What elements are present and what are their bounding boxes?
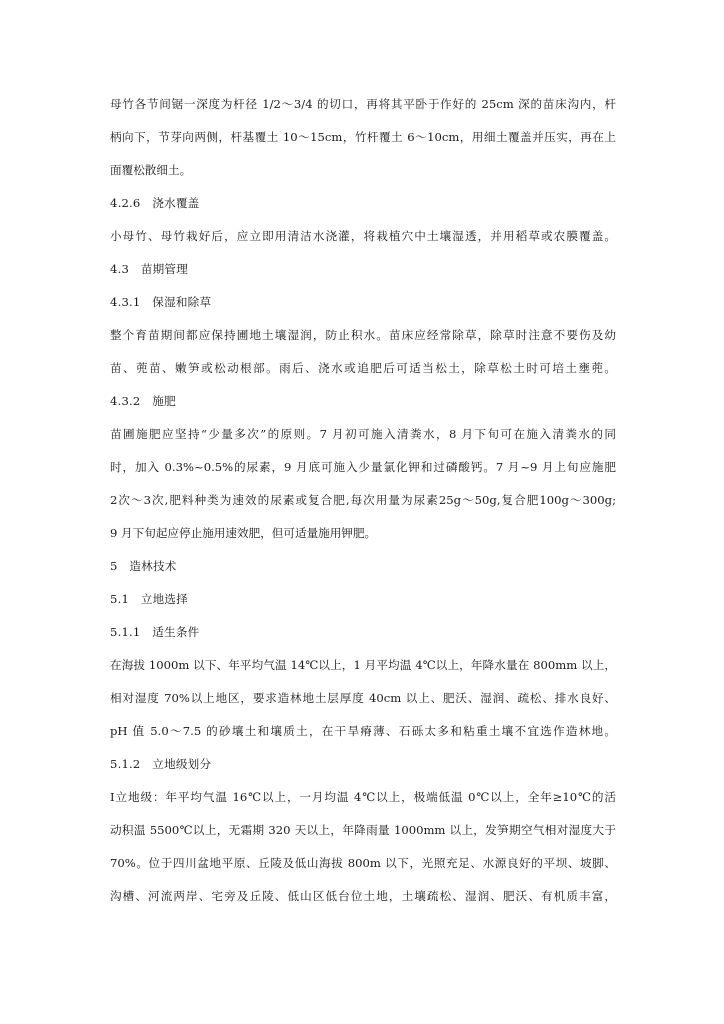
body-text-line: 整个育苗期间都应保持圃地土壤湿润，防止积水。苗床应经常除草，除草时注意不要伤及幼 [110,328,616,342]
body-text-line: 小母竹、母竹栽好后，应立即用清洁水浇灌，将栽植穴中土壤湿透，并用稻草或农膜覆盖。 [110,229,616,243]
body-text-line: 沟槽、河流两岸、宅旁及丘陵、低山区低台位土地，土壤疏松、湿润、肥沃、有机质丰富， [110,889,616,903]
body-text-line: 动积温 5500℃以上，无霜期 320 天以上，年降雨量 1000mm 以上，发笋期空气相对湿度大于 [110,823,616,837]
section-heading: 5.1.2 立地级划分 [110,757,212,771]
section-heading: 4.3.2 施肥 [110,394,176,408]
section-heading: 5 造林技术 [110,559,177,573]
body-text-line: 相对湿度 70%以上地区，要求造林地土层厚度 40cm 以上、肥沃、湿润、疏松、排水良好、 [110,691,616,705]
section-heading: 4.3.1 保湿和除草 [110,295,212,309]
body-text-line: 柄向下，节芽向两侧，杆基覆土 10～15cm，竹杆覆土 6～10cm，用细土覆盖并压实，再在上 [110,130,616,144]
section-heading: 4.3 苗期管理 [110,262,189,276]
body-text-line: Ⅰ立地级：年平均气温 16℃以上，一月均温 4℃以上，极端低温 0℃以上，全年≥10℃的活 [110,790,616,804]
section-heading: 5.1.1 适生条件 [110,625,200,639]
body-text-line: 2次～3次,肥料种类为速效的尿素或复合肥,每次用量为尿素25g～50g,复合肥100g～300g; [110,493,616,507]
section-heading: 4.2.6 浇水覆盖 [110,196,200,210]
section-heading: 5.1 立地选择 [110,592,189,606]
body-text-line: 苗、蔸苗、嫩笋或松动根部。雨后、浇水或追肥后可适当松土，除草松土时可培土壅蔸。 [110,361,616,375]
body-text-line: 面覆松散细土。 [110,163,192,177]
body-text-line: 9 月下旬起应停止施用速效肥，但可适量施用钾肥。 [110,526,377,540]
body-text-line: 在海拔 1000m 以下、年平均气温 14℃以上，1 月平均温 4℃以上，年降水量在 800mm 以上， [110,658,616,672]
body-text-line: 时，加入 0.3%~0.5%的尿素，9 月底可施入少量氯化钾和过磷酸钙。7 月~9 月上旬应施肥 [110,460,616,474]
body-text-line: 母竹各节间锯一深度为杆径 1/2～3/4 的切口，再将其平卧于作好的 25cm 深的苗床沟内，杆 [110,97,616,111]
body-text-line: 苗圃施肥应坚持“少量多次”的原则。7 月初可施入清粪水，8 月下旬可在施入清粪水的同 [110,427,616,441]
body-text-line: 70%。位于四川盆地平原、丘陵及低山海拔 800m 以下，光照充足、水源良好的平坝、坡脚、 [110,856,616,870]
body-text-line: pH 值 5.0～7.5 的砂壤土和壤质土，在干旱瘠薄、石砾太多和粘重土壤不宜选作造林地。 [110,724,616,738]
